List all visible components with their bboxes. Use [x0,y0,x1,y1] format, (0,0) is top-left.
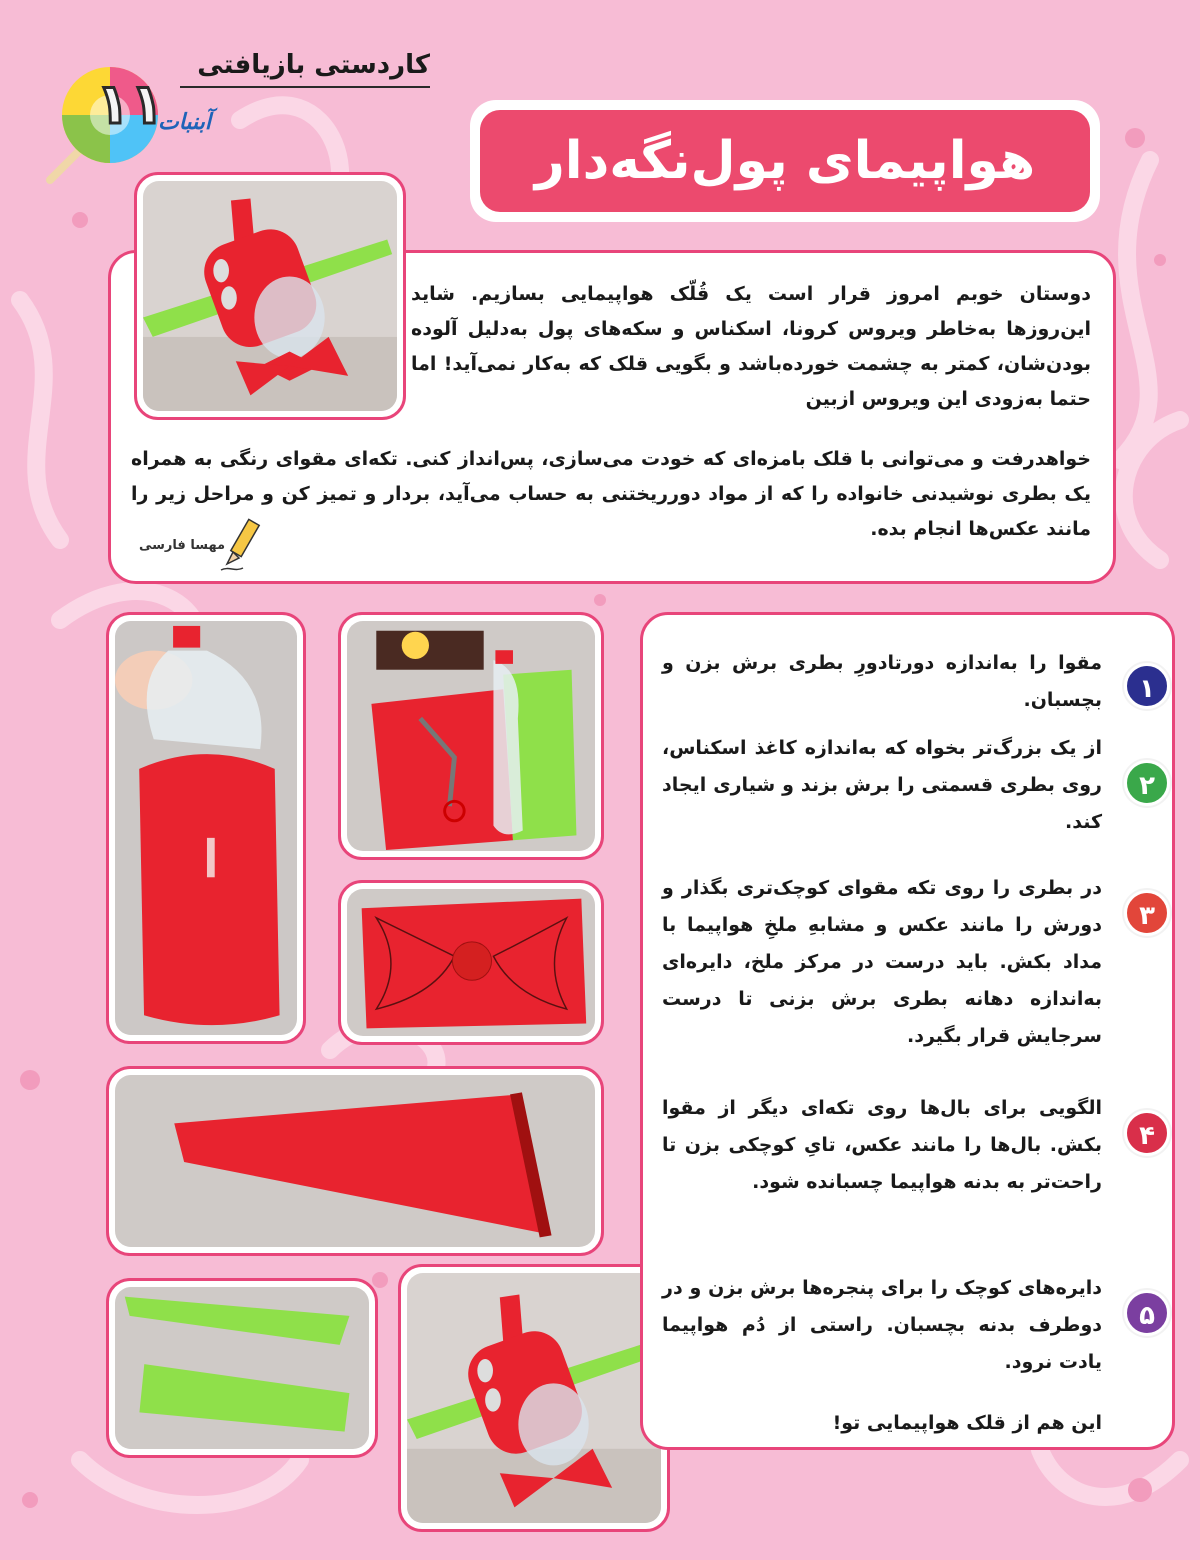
title-banner [470,100,1100,222]
step-text-1: مقوا را به‌اندازه دورتادورِ بطری برش بزن و بچسبان. [662,652,1102,711]
page-title: هواپیمای پول‌نگه‌دار [534,131,1036,191]
author-name: مهسا فارسی [139,538,226,553]
step-text-2: از یک بزرگ‌تر بخواه که به‌اندازه کاغذ اسکناس، روی بطری قسمتی را برش بزند و شیاری ایجاد کند. [662,737,1102,833]
author-credit [135,528,275,578]
step-3 [652,870,1155,1060]
header [30,30,430,180]
step-number-2: ۲ [1124,760,1170,806]
photo-materials [338,612,604,860]
step-text-3: در بطری را روی تکه مقوای کوچک‌تری بگذار و دورش را مانند عکس و مشابهِ ملخِ هواپیما با مداد بکش. باید درست در مرکز ملخ، دایره‌ای به‌اندازه دهانه بطری برش بزنی تا درست سرجایش قرار بگیرد. [662,877,1102,1047]
step-text-4: الگویی برای بال‌ها روی تکه‌ای دیگر از مقوا بکش. بال‌ها را مانند عکس، تایِ کوچکی بزن تا راحت‌تر به بدنه هواپیما چسبانده شود. [662,1097,1102,1193]
brand-logo: آبنبات [158,110,211,135]
closing-text: این هم از قلک هواپیمایی تو! [832,1412,1102,1434]
step-2 [652,730,1155,845]
steps-card [640,612,1175,1450]
step-number-1: ۱ [1124,663,1170,709]
step-4 [652,1090,1155,1240]
step-text-5: دایره‌های کوچک را برای پنجره‌ها برش بزن و در دوطرف بدنه بچسبان. راستی از دُم هواپیما یادت نرود. [662,1277,1102,1373]
photo-step5-finished-plane [398,1264,670,1532]
step-number-3: ۳ [1124,890,1170,936]
step-number-5: ۵ [1124,1290,1170,1336]
step-5 [652,1270,1155,1385]
photo-step4-wing [106,1066,604,1256]
section-title: کاردستی بازیافتی [180,50,430,88]
photo-green-wings [106,1278,378,1458]
step-number-4: ۴ [1124,1110,1170,1156]
intro-paragraph-top: دوستان خوبم امروز قرار است یک قُلّک هواپیمایی بسازیم. شاید این‌روزها به‌خاطر ویروس کرونا، اسکناس و سکه‌های پول به‌دلیل آلوده بودن‌شان، کمتر به چشمت خورده‌باشد و بگویی قلک که به‌کار نمی‌آید! اما حتما به‌زودی این ویروس ازبین [411,283,1091,410]
page-number: ۱۱ [95,72,165,137]
step-1 [652,645,1155,725]
photo-step1-wrap-bottle [106,612,306,1044]
intro-paragraph-bottom: خواهدرفت و می‌توانی با قلک بامزه‌ای که خودت می‌سازی، پس‌انداز کنی. تکه‌ای مقوای رنگی به همراه یک بطری نوشیدنی خانواده را که از مواد دورریختنی به حساب می‌آید، بردار و تمیز کن و مراحل زیر را مانند عکس‌ها انجام بده. [131,448,1091,540]
photo-finished-plane [134,172,406,420]
photo-step3-propeller-outline [338,880,604,1045]
